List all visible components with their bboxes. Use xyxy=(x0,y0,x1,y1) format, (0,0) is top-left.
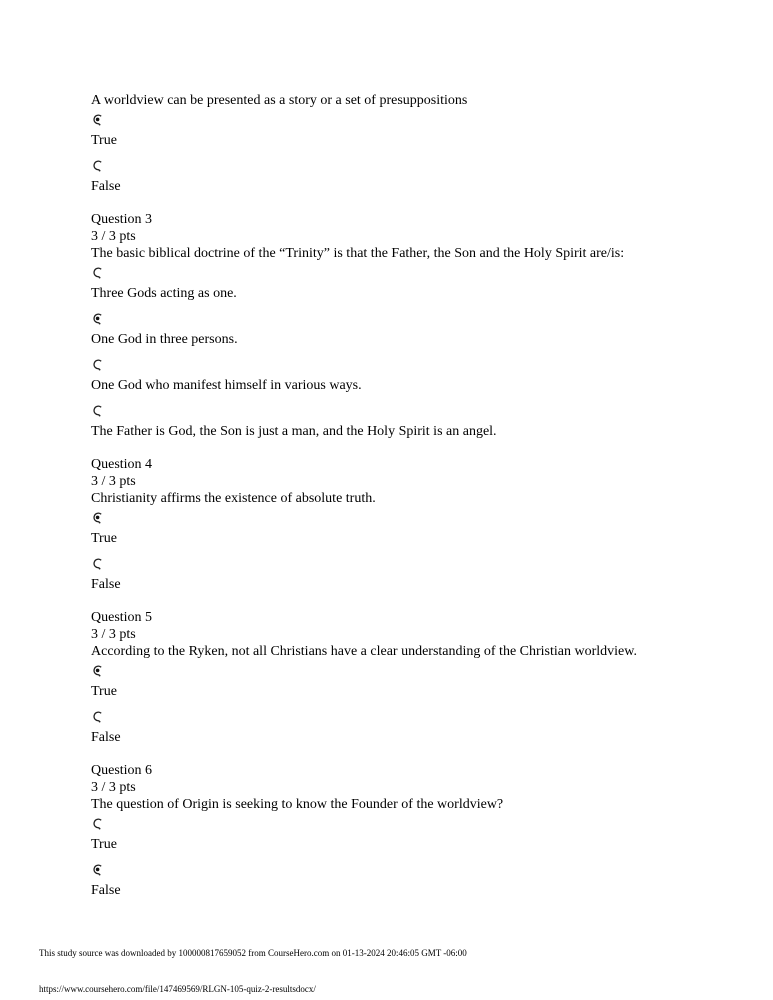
radio-selected-icon[interactable] xyxy=(92,312,104,325)
option-label: True xyxy=(91,133,117,148)
radio-unselected-icon[interactable] xyxy=(92,557,104,570)
option-label: The Father is God, the Son is just a man, and the Holy Spirit is an angel. xyxy=(91,424,497,439)
radio-selected-icon[interactable] xyxy=(92,863,104,876)
question-block xyxy=(91,762,731,899)
question-title: Question 5 xyxy=(91,610,153,625)
question-points: 3 / 3 pts xyxy=(91,627,136,642)
question-points: 3 / 3 pts xyxy=(91,229,136,244)
radio-selected-icon[interactable] xyxy=(92,664,104,677)
radio-unselected-icon[interactable] xyxy=(92,159,104,172)
question-prompt: The question of Origin is seeking to know the Founder of the worldview? xyxy=(91,797,504,812)
question-block xyxy=(91,456,731,593)
radio-unselected-icon[interactable] xyxy=(92,358,104,371)
question-title: Question 4 xyxy=(91,457,153,472)
option-label: One God in three persons. xyxy=(91,332,238,347)
option-label: True xyxy=(91,837,117,852)
option-list xyxy=(91,664,731,746)
option-list xyxy=(91,817,731,899)
question-prompt: According to the Ryken, not all Christians have a clear understanding of the Christian worldview. xyxy=(91,644,637,659)
question-prompt: A worldview can be presented as a story or a set of presuppositions xyxy=(91,93,468,108)
option-list xyxy=(91,511,731,593)
question-prompt: The basic biblical doctrine of the “Trinity” is that the Father, the Son and the Holy Spirit are/is: xyxy=(91,246,625,261)
option-label: True xyxy=(91,684,117,699)
question-block xyxy=(91,92,731,195)
radio-selected-icon[interactable] xyxy=(92,511,104,524)
quiz-results-content xyxy=(91,92,731,909)
question-points: 3 / 3 pts xyxy=(91,780,136,795)
option-list xyxy=(91,266,731,440)
radio-unselected-icon[interactable] xyxy=(92,266,104,279)
option-label: One God who manifest himself in various ways. xyxy=(91,378,362,393)
option-label: False xyxy=(91,883,121,898)
source-url[interactable]: https://www.coursehero.com/file/147469569/RLGN-105-quiz-2-resultsdocx/ xyxy=(39,984,316,994)
question-title: Question 6 xyxy=(91,763,153,778)
option-label: False xyxy=(91,730,121,745)
question-title: Question 3 xyxy=(91,212,153,227)
question-points: 3 / 3 pts xyxy=(91,474,136,489)
option-label: False xyxy=(91,577,121,592)
option-label: Three Gods acting as one. xyxy=(91,286,237,301)
radio-selected-icon[interactable] xyxy=(92,113,104,126)
download-source-note: This study source was downloaded by 100000817659052 from CourseHero.com on 01-13-2024 20:46:05 GMT -06:00 xyxy=(39,948,467,958)
option-label: False xyxy=(91,179,121,194)
question-block xyxy=(91,211,731,440)
question-prompt: Christianity affirms the existence of absolute truth. xyxy=(91,491,376,506)
radio-unselected-icon[interactable] xyxy=(92,404,104,417)
radio-unselected-icon[interactable] xyxy=(92,710,104,723)
option-label: True xyxy=(91,531,117,546)
radio-unselected-icon[interactable] xyxy=(92,817,104,830)
option-list xyxy=(91,113,731,195)
question-block xyxy=(91,609,731,746)
